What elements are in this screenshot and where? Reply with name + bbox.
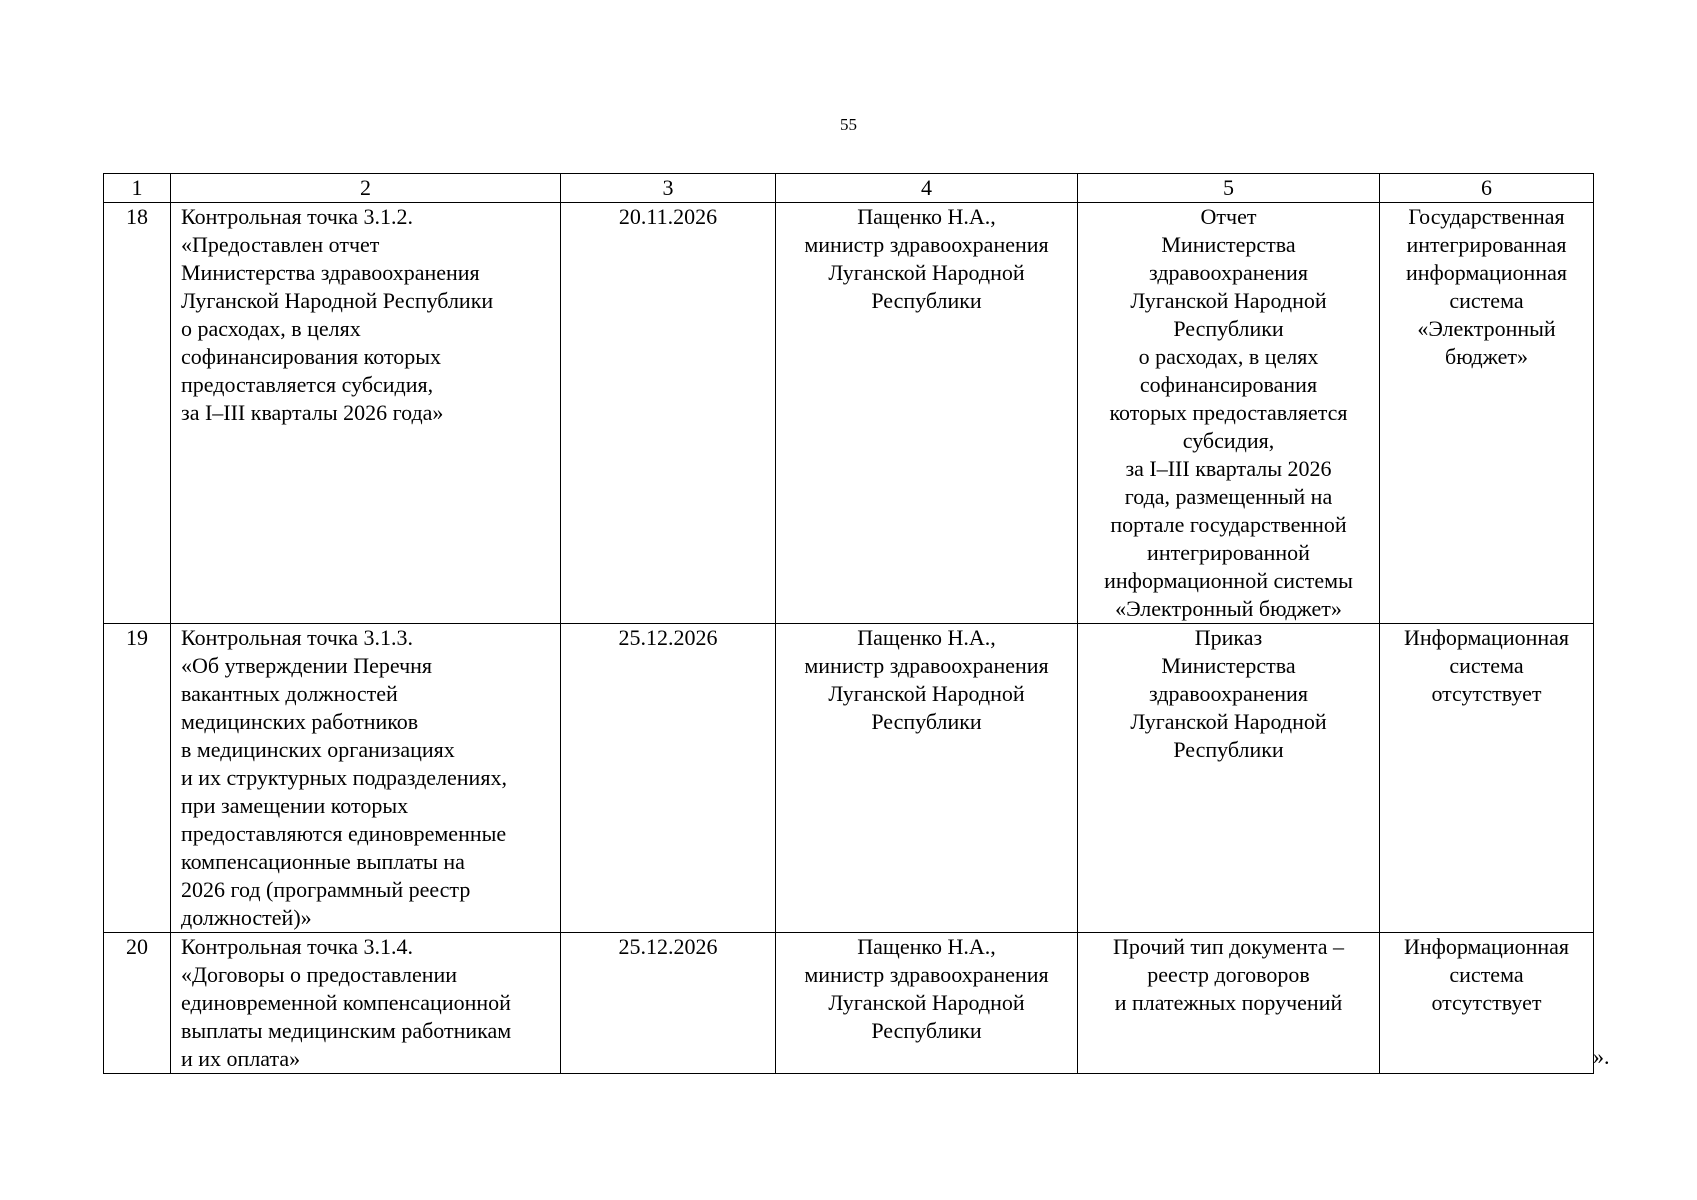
document-type: Отчет Министерства здравоохранения Луганской Народной Республики о расходах, в целях софинансирования которых предоставляется субсидия, за I–III кварталы 2026 года, размещенный на портале государственной интегрированной информационной системы «Электронный бюджет» [1078,203,1380,624]
table-row [104,203,1594,624]
information-system: Государственная интегрированная информационная система «Электронный бюджет» [1380,203,1594,624]
row-number: 18 [104,203,171,624]
table-row [104,624,1594,933]
information-system: Информационная система отсутствует [1380,933,1594,1074]
closing-quote-mark: ». [1593,1044,1610,1069]
responsible-person: Пащенко Н.А., министр здравоохранения Луганской Народной Республики [776,624,1078,933]
control-points-table [103,173,1594,1074]
page-number: 55 [840,115,857,134]
information-system: Информационная система отсутствует [1380,624,1594,933]
column-header: 1 [104,174,171,203]
row-number: 19 [104,624,171,933]
control-point-description: Контрольная точка 3.1.2. «Предоставлен отчет Министерства здравоохранения Луганской Народной Республики о расходах, в целях софинансирования которых предоставляется субсидия, за I–III кварталы 2026 года» [171,203,561,624]
control-point-description: Контрольная точка 3.1.3. «Об утверждении Перечня вакантных должностей медицинских работников в медицинских организациях и их структурных подразделениях, при замещении которых предоставляются единовременные компенсационные выплаты на 2026 год (программный реестр должностей)» [171,624,561,933]
due-date: 25.12.2026 [561,933,776,1074]
table-row [104,933,1594,1074]
column-header: 4 [776,174,1078,203]
control-point-description: Контрольная точка 3.1.4. «Договоры о предоставлении единовременной компенсационной выплаты медицинским работникам и их оплата» [171,933,561,1074]
column-header: 6 [1380,174,1594,203]
row-number: 20 [104,933,171,1074]
due-date: 25.12.2026 [561,624,776,933]
due-date: 20.11.2026 [561,203,776,624]
table-header-row [104,174,1594,203]
document-type: Прочий тип документа – реестр договоров и платежных поручений [1078,933,1380,1074]
column-header: 2 [171,174,561,203]
column-header: 3 [561,174,776,203]
column-header: 5 [1078,174,1380,203]
responsible-person: Пащенко Н.А., министр здравоохранения Луганской Народной Республики [776,933,1078,1074]
responsible-person: Пащенко Н.А., министр здравоохранения Луганской Народной Республики [776,203,1078,624]
document-type: Приказ Министерства здравоохранения Луганской Народной Республики [1078,624,1380,933]
